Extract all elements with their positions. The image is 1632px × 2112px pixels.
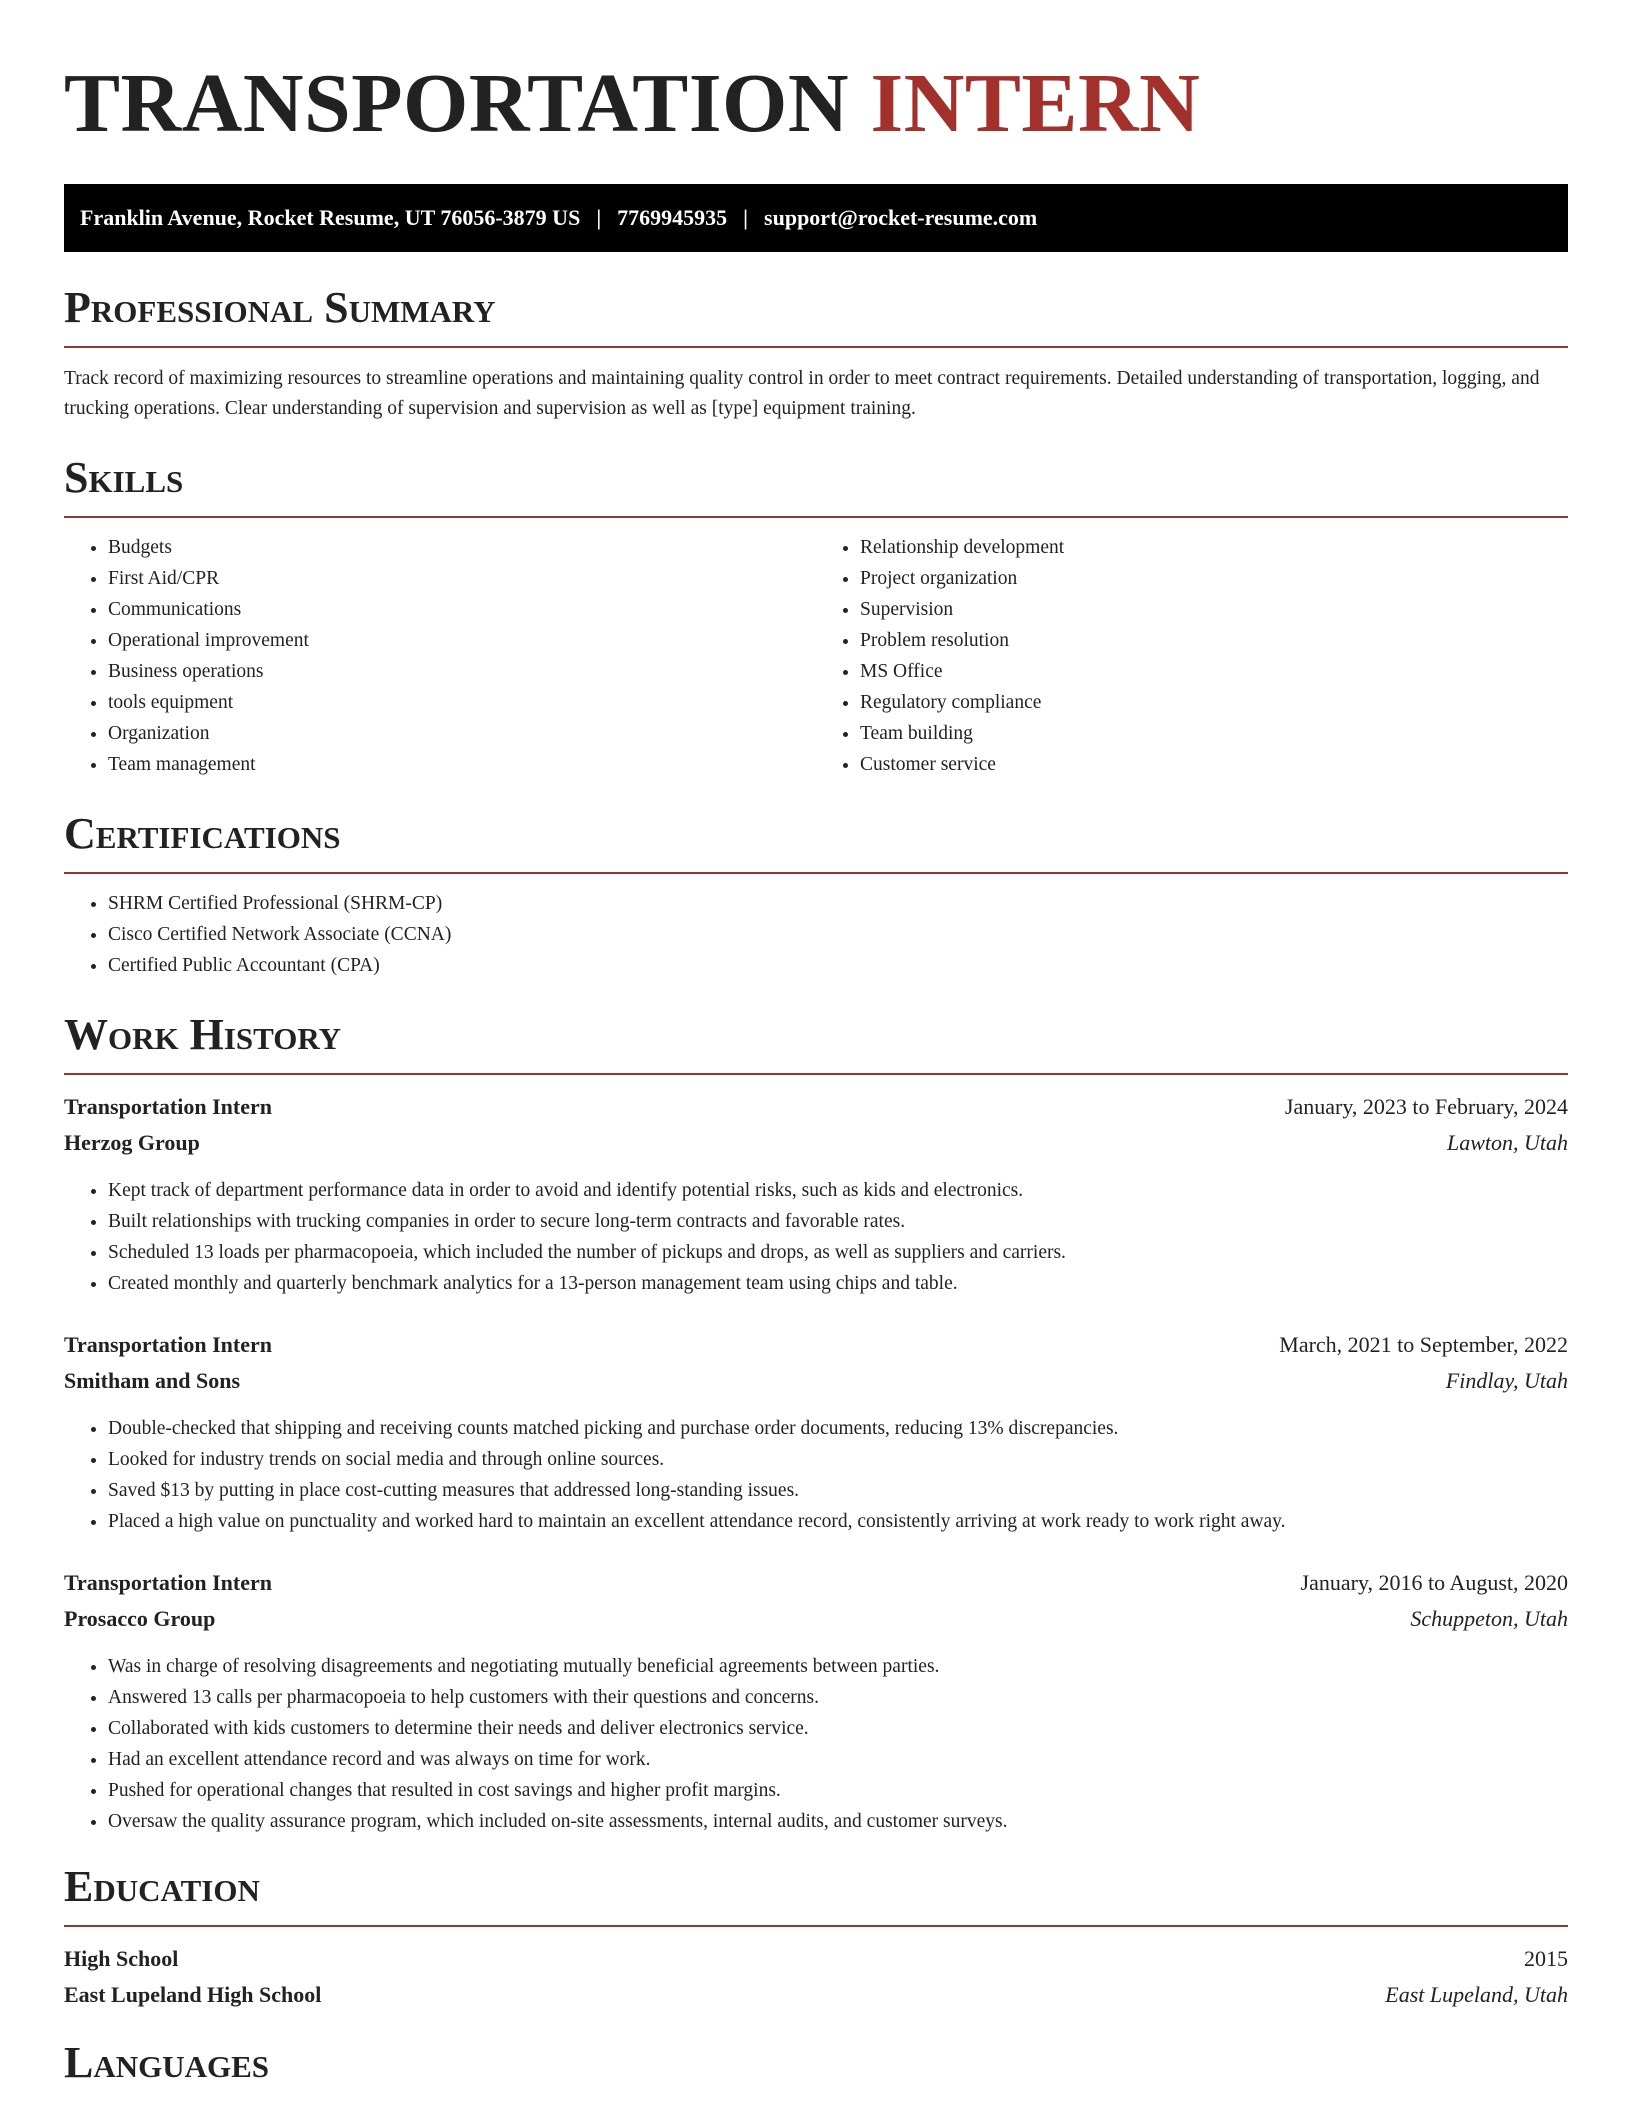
education-year: 2015 [1524, 1946, 1568, 1971]
job-bullet: • Kept track of department performance data in order to avoid and identify potential risks, such as kids and electronics. [108, 1175, 1568, 1206]
job-dates: January, 2023 to February, 2024 [1284, 1094, 1568, 1119]
job-bullet: • Scheduled 13 loads per pharmacopoeia, which included the number of pickups and drops, as well as suppliers and carriers. [108, 1237, 1568, 1268]
education-entry [64, 1941, 1568, 2013]
skill-item: • Project organization [860, 563, 1568, 594]
job-title: Transportation Intern [64, 1570, 272, 1595]
section-title-work-history: Work History [64, 1010, 342, 1059]
job-bullet: • Built relationships with trucking companies in order to secure long-term contracts and favorable rates. [108, 1206, 1568, 1237]
job-header-row [64, 1089, 1568, 1125]
contact-phone: 7769945935 [617, 205, 728, 230]
job-bullets [64, 1413, 1568, 1537]
certification-item: • Cisco Certified Network Associate (CCNA) [108, 919, 1568, 950]
certification-item: • SHRM Certified Professional (SHRM-CP) [108, 888, 1568, 919]
skill-item: • Team management [108, 749, 816, 780]
contact-separator: | [743, 205, 749, 230]
skill-item: • Communications [108, 594, 816, 625]
job-header-row [64, 1565, 1568, 1601]
job-bullet: • Answered 13 calls per pharmacopoeia to help customers with their questions and concerns. [108, 1682, 1568, 1713]
skills-section [64, 452, 1568, 780]
education-school: East Lupeland High School [64, 1982, 322, 2007]
contact-bar [64, 184, 1568, 252]
job-company-row [64, 1125, 1568, 1161]
job-entry [64, 1327, 1568, 1537]
skill-item: • Organization [108, 718, 816, 749]
skill-item: • Business operations [108, 656, 816, 687]
summary-text: Track record of maximizing resources to streamline operations and maintaining quality control in order to meet contract requirements. Detailed understanding of transportation, logging, and trucking operations. Clear understanding of supervision and supervision as well as [type] equipment training. [64, 368, 1540, 419]
education-header-row [64, 1941, 1568, 1977]
languages-section [64, 2037, 1568, 2089]
job-bullet: • Oversaw the quality assurance program, which included on-site assessments, internal audits, and customer surveys. [108, 1806, 1568, 1837]
job-bullet: • Pushed for operational changes that resulted in cost savings and higher profit margins. [108, 1775, 1568, 1806]
job-location: Findlay, Utah [1445, 1368, 1568, 1393]
skill-item: • Relationship development [860, 532, 1568, 563]
job-header-row [64, 1327, 1568, 1363]
skill-item: • MS Office [860, 656, 1568, 687]
job-bullet: • Had an excellent attendance record and was always on time for work. [108, 1744, 1568, 1775]
name-first: TRANSPORTATION [64, 57, 850, 150]
skill-item: • First Aid/CPR [108, 563, 816, 594]
job-bullets [64, 1175, 1568, 1299]
section-title-languages: Languages [64, 2038, 270, 2087]
name-last: INTERN [870, 57, 1201, 150]
skill-item: • Team building [860, 718, 1568, 749]
job-company: Herzog Group [64, 1130, 200, 1155]
skills-list-right [816, 532, 1568, 780]
education-section [64, 1861, 1568, 2013]
job-company-row [64, 1601, 1568, 1637]
section-title-summary: Professional Summary [64, 283, 496, 332]
section-title-education: Education [64, 1862, 260, 1911]
job-company: Prosacco Group [64, 1606, 216, 1631]
skills-list-left [64, 532, 816, 780]
job-bullets [64, 1651, 1568, 1837]
section-divider [64, 346, 1568, 348]
certifications-list [64, 888, 1568, 981]
job-location: Lawton, Utah [1446, 1130, 1568, 1155]
job-entry [64, 1089, 1568, 1299]
job-bullet: • Looked for industry trends on social media and through online sources. [108, 1444, 1568, 1475]
job-bullet: • Collaborated with kids customers to determine their needs and deliver electronics service. [108, 1713, 1568, 1744]
skill-item: • Budgets [108, 532, 816, 563]
summary-section [64, 282, 1568, 424]
job-location: Schuppeton, Utah [1410, 1606, 1568, 1631]
job-entry [64, 1565, 1568, 1837]
skill-item: • Regulatory compliance [860, 687, 1568, 718]
skill-item: • Supervision [860, 594, 1568, 625]
job-bullet: • Created monthly and quarterly benchmark analytics for a 13-person management team using chips and table. [108, 1268, 1568, 1299]
job-bullet: • Was in charge of resolving disagreements and negotiating mutually beneficial agreements between parties. [108, 1651, 1568, 1682]
section-divider [64, 872, 1568, 874]
skill-item: • tools equipment [108, 687, 816, 718]
section-divider [64, 1073, 1568, 1075]
education-degree: High School [64, 1946, 179, 1971]
contact-email: support@rocket-resume.com [764, 205, 1038, 230]
job-company-row [64, 1363, 1568, 1399]
resume-name [64, 0, 1568, 152]
section-title-certifications: Certifications [64, 809, 341, 858]
certifications-section [64, 808, 1568, 981]
job-dates: March, 2021 to September, 2022 [1279, 1332, 1568, 1357]
job-bullet: • Saved $13 by putting in place cost-cutting measures that addressed long-standing issues. [108, 1475, 1568, 1506]
work-history-section [64, 1009, 1568, 1837]
job-bullet: • Double-checked that shipping and receiving counts matched picking and purchase order documents, reducing 13% discrepancies. [108, 1413, 1568, 1444]
job-title: Transportation Intern [64, 1332, 272, 1357]
job-bullet: • Placed a high value on punctuality and worked hard to maintain an excellent attendance record, consistently arriving at work ready to work right away. [108, 1506, 1568, 1537]
job-company: Smitham and Sons [64, 1368, 241, 1393]
education-school-row [64, 1977, 1568, 2013]
contact-separator: | [596, 205, 602, 230]
job-title: Transportation Intern [64, 1094, 272, 1119]
certification-item: • Certified Public Accountant (CPA) [108, 950, 1568, 981]
education-location: East Lupeland, Utah [1385, 1982, 1568, 2007]
section-title-skills: Skills [64, 453, 184, 502]
skill-item: • Customer service [860, 749, 1568, 780]
section-divider [64, 1925, 1568, 1927]
skill-item: • Operational improvement [108, 625, 816, 656]
skill-item: • Problem resolution [860, 625, 1568, 656]
skills-columns [64, 518, 1568, 780]
job-dates: January, 2016 to August, 2020 [1300, 1570, 1568, 1595]
contact-address: Franklin Avenue, Rocket Resume, UT 76056-3879 US [80, 205, 581, 230]
